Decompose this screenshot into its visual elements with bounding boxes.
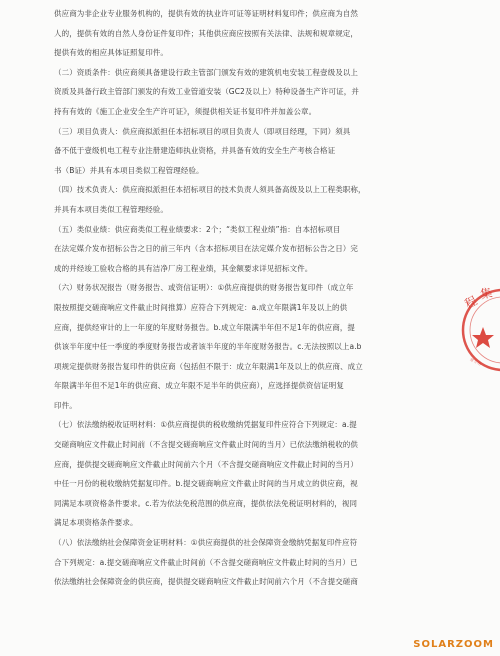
text-line: 书（B证）并具有本项目类似工程管理经验。 (54, 165, 204, 175)
text-line: （二）资质条件：供应商须具备建设行政主管部门颁发有效的建筑机电安装工程壹级及以上 (54, 67, 358, 77)
watermark: SOLARZOOM (413, 639, 494, 650)
text-line: 交磋商响应文件截止时间前（不含提交磋商响应文件截止时间的当月）已依法缴纳税收的供 (54, 440, 358, 450)
text-line: （八）依法缴纳社会保障资金证明材料：①供应商提供的社会保障资金缴纳凭据复印件应符 (54, 538, 358, 548)
svg-text:章专用: 章专用 (469, 356, 483, 367)
text-line: 并具有本项目类似工程管理经验。 (54, 204, 168, 214)
text-line: 年限满半年但不足1年的供应商、成立年限不足半年的供应商），应选择提供资信证明复 (54, 381, 344, 391)
text-line: 备不低于壹级机电工程专业注册建造师执业资格，并具备有效的安全生产考核合格证 (54, 146, 336, 156)
text-line: 供应商为非企业专业服务机构的，提供有效的执业许可证等证明材料复印件；供应商为自然 (54, 9, 358, 18)
text-line: 满足本项资格条件要求。 (54, 518, 138, 528)
text-line: 项规定提供财务报告复印件的供应商（包括但不限于：成立年限满1年及以上的供应商、成立 (54, 361, 363, 371)
text-line: 资质及具备行政主管部门颁发的有效工业管道安装（GC2及以上）特种设备生产许可证，并 (54, 87, 359, 97)
text-line: 应商，提供经审计的上一年度的年度财务报告。b.成立年限满半年但不足1年的供应商，提 (54, 322, 356, 332)
text-line: 依法缴纳社会保障资金的供应商，提供提交磋商响应文件截止时间前六个月（不含提交磋商 (54, 577, 358, 587)
text-line: （七）依法缴纳税收证明材料：①供应商提供的税收缴纳凭据复印件应符合下列规定：a.提 (54, 420, 357, 430)
text-line: （四）技术负责人：供应商拟派担任本招标项目的技术负责人须具备高级及以上工程类职称， (54, 185, 366, 195)
text-line: （三）项目负责人：供应商拟派担任本招标项目的项目负责人（即项目经理，下同）须具 (54, 126, 351, 136)
company-seal (455, 285, 500, 375)
text-line: 持有有效的《施工企业安全生产许可证》，须提供相关证书复印件并加盖公章。 (54, 106, 317, 116)
text-line: （六）财务状况报告（财务报告、或资信证明）：①供应商提供的财务报告复印件（成立年 (54, 283, 354, 293)
text-line: 提供有效的相应具体证照复印件。 (54, 48, 168, 58)
svg-text:集: 集 (479, 285, 494, 302)
svg-text:程: 程 (462, 293, 480, 312)
text-line: 同满足本项资格条件要求。c.若为依法免税范围的供应商，提供依法免税证明材料的，视同 (54, 498, 358, 508)
text-line: 限按照提交磋商响应文件截止时间推算）应符合下列规定：a.成立年限满1年及以上的供 (54, 302, 348, 312)
text-line: 供该半年度中任一季度的季度财务报告或者该半年度的半年度财务报告。c.无法按照以上a.b (54, 342, 362, 352)
text-line: 应商，提供提交磋商响应文件截止时间前六个月（不含提交磋商响应文件截止时间的当月） (54, 459, 358, 469)
text-line: 中任一月份的税收缴纳凭据复印件。b.提交磋商响应文件截止时间的当月成立的供应商，视 (54, 479, 358, 489)
document-body (54, 4, 432, 592)
text-line: 印件。 (54, 400, 77, 410)
text-line: 人的，提供有效的自然人身份证件复印件；其他供应商应按照有关法律、法规和规章规定， (54, 28, 358, 38)
text-line: 在法定媒介发布招标公告之日的前三年内（含本招标项目在法定媒介发布招标公告之日）完 (54, 244, 358, 254)
text-line: （五）类似业绩：供应商类似工程业绩要求：2个；“类似工程业绩”指：自本招标项目 (54, 224, 341, 234)
text-line: 合下列规定：a.提交磋商响应文件截止时间前（不含提交磋商响应文件截止时间的当月）已 (54, 557, 358, 567)
text-line: 成的并经竣工验收合格的具有洁净厂房工程业绩，其金额要求详见招标文件。 (54, 263, 313, 273)
